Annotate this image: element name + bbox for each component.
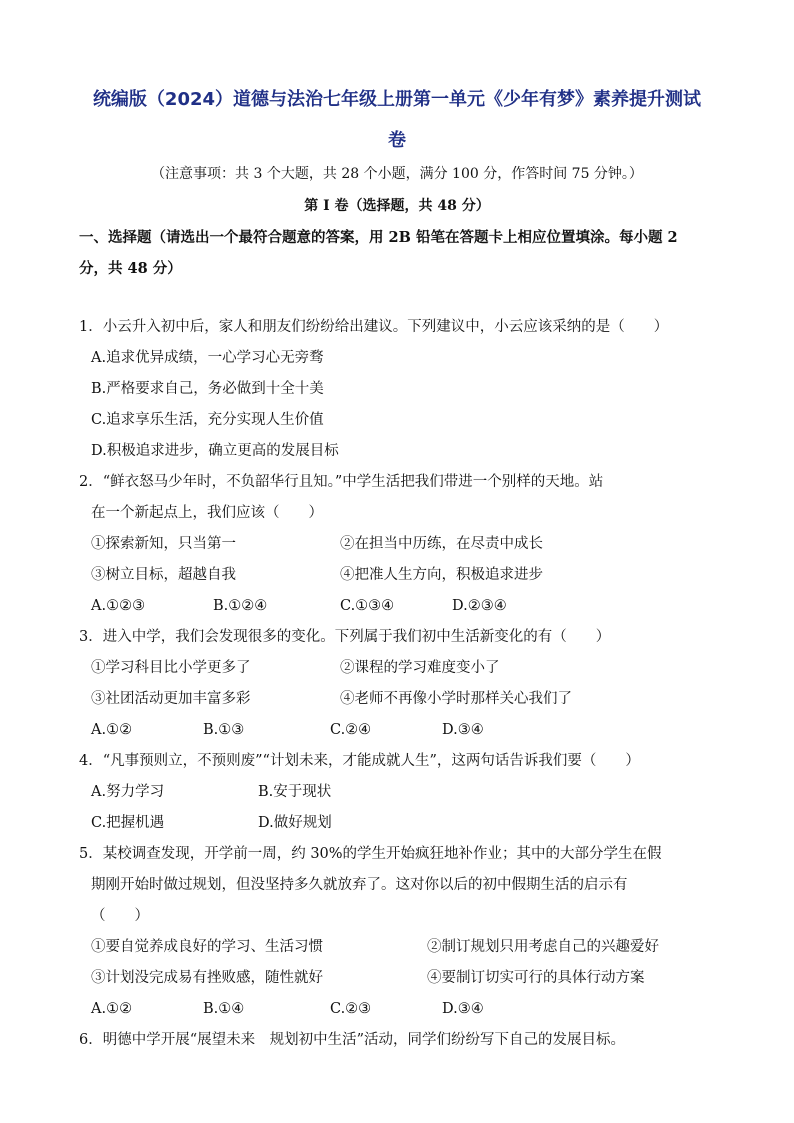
statement-1: ①探索新知，只当第一 [91, 536, 236, 552]
option-c: C.把握机遇 [91, 815, 165, 831]
option-b: B.①④ [203, 1001, 245, 1017]
section-instruction-line2: 分，共 48 分） [79, 260, 182, 277]
question-stem: 3．进入中学，我们会发现很多的变化。下列属于我们初中生活新变化的有（ ） [79, 629, 611, 645]
option-d: D.积极追求进步，确立更高的发展目标 [91, 443, 339, 459]
option-d: D.③④ [442, 1001, 484, 1017]
option-d: D.做好规划 [258, 815, 332, 831]
option-c: C.①③④ [340, 598, 395, 614]
option-b: B.安于现状 [258, 784, 332, 800]
option-a: A.①② [91, 1001, 133, 1017]
statement-1: ①学习科目比小学更多了 [91, 660, 251, 676]
exam-notice: （注意事项：共 3 个大题，共 28 个小题，满分 100 分，作答时间 75 分钟。） [151, 166, 643, 182]
option-a: A.①② [91, 722, 133, 738]
statement-2: ②制订规划只用考虑自己的兴趣爱好 [427, 939, 659, 955]
statement-4: ④要制订切实可行的具体行动方案 [427, 970, 645, 986]
section-instruction-line1: 一、选择题（请选出一个最符合题意的答案，用 2B 铅笔在答题卡上相应位置填涂。每小题 2 [79, 229, 678, 246]
statement-4: ④把准人生方向，积极追求进步 [340, 567, 543, 583]
statement-3: ③社团活动更加丰富多彩 [91, 691, 251, 707]
option-c: C.追求享乐生活，充分实现人生价值 [91, 412, 324, 428]
option-b: B.①③ [203, 722, 245, 738]
option-a: A.追求优异成绩，一心学习心无旁骛 [91, 350, 324, 366]
statement-3: ③计划没完成易有挫败感，随性就好 [91, 970, 323, 986]
option-d: D.③④ [442, 722, 484, 738]
statement-1: ①要自觉养成良好的学习、生活习惯 [91, 939, 323, 955]
option-b: B.①②④ [213, 598, 268, 614]
statement-3: ③树立目标，超越自我 [91, 567, 236, 583]
question-stem-line2: 在一个新起点上，我们应该（ ） [91, 505, 323, 521]
question-stem-line1: 5．某校调查发现，开学前一周，约 30%的学生开始疯狂地补作业；其中的大部分学生在假 [79, 846, 662, 862]
statement-2: ②在担当中历练，在尽责中成长 [340, 536, 543, 552]
option-b: B.严格要求自己，务必做到十全十美 [91, 381, 324, 397]
question-stem: 1．小云升入初中后，家人和朋友们纷纷给出建议。下列建议中，小云应该采纳的是（ ） [79, 319, 669, 335]
option-c: C.②④ [330, 722, 372, 738]
exam-title-line2: 卷 [388, 130, 406, 151]
option-c: C.②③ [330, 1001, 372, 1017]
option-a: A.努力学习 [91, 784, 165, 800]
statement-2: ②课程的学习难度变小了 [340, 660, 500, 676]
question-stem-line1: 2．“鲜衣怒马少年时，不负韶华行且知。”中学生活把我们带进一个别样的天地。站 [79, 474, 604, 490]
statement-4: ④老师不再像小学时那样关心我们了 [340, 691, 572, 707]
volume-title: 第 I 卷（选择题，共 48 分） [304, 198, 490, 214]
option-d: D.②③④ [452, 598, 507, 614]
option-a: A.①②③ [91, 598, 146, 614]
question-stem: 4．“凡事预则立，不预则废”“计划未来，才能成就人生”，这两句话告诉我们要（ ） [79, 753, 640, 769]
exam-title-line1: 统编版（2024）道德与法治七年级上册第一单元《少年有梦》素养提升测试 [92, 89, 702, 110]
question-stem-line3: （ ） [91, 908, 149, 924]
question-stem-line2: 期刚开始时做过规划，但没坚持多久就放弃了。这对你以后的初中假期生活的启示有 [91, 877, 628, 893]
question-stem: 6．明德中学开展“展望未来 规划初中生活”活动，同学们纷纷写下自己的发展目标。 [79, 1032, 626, 1048]
